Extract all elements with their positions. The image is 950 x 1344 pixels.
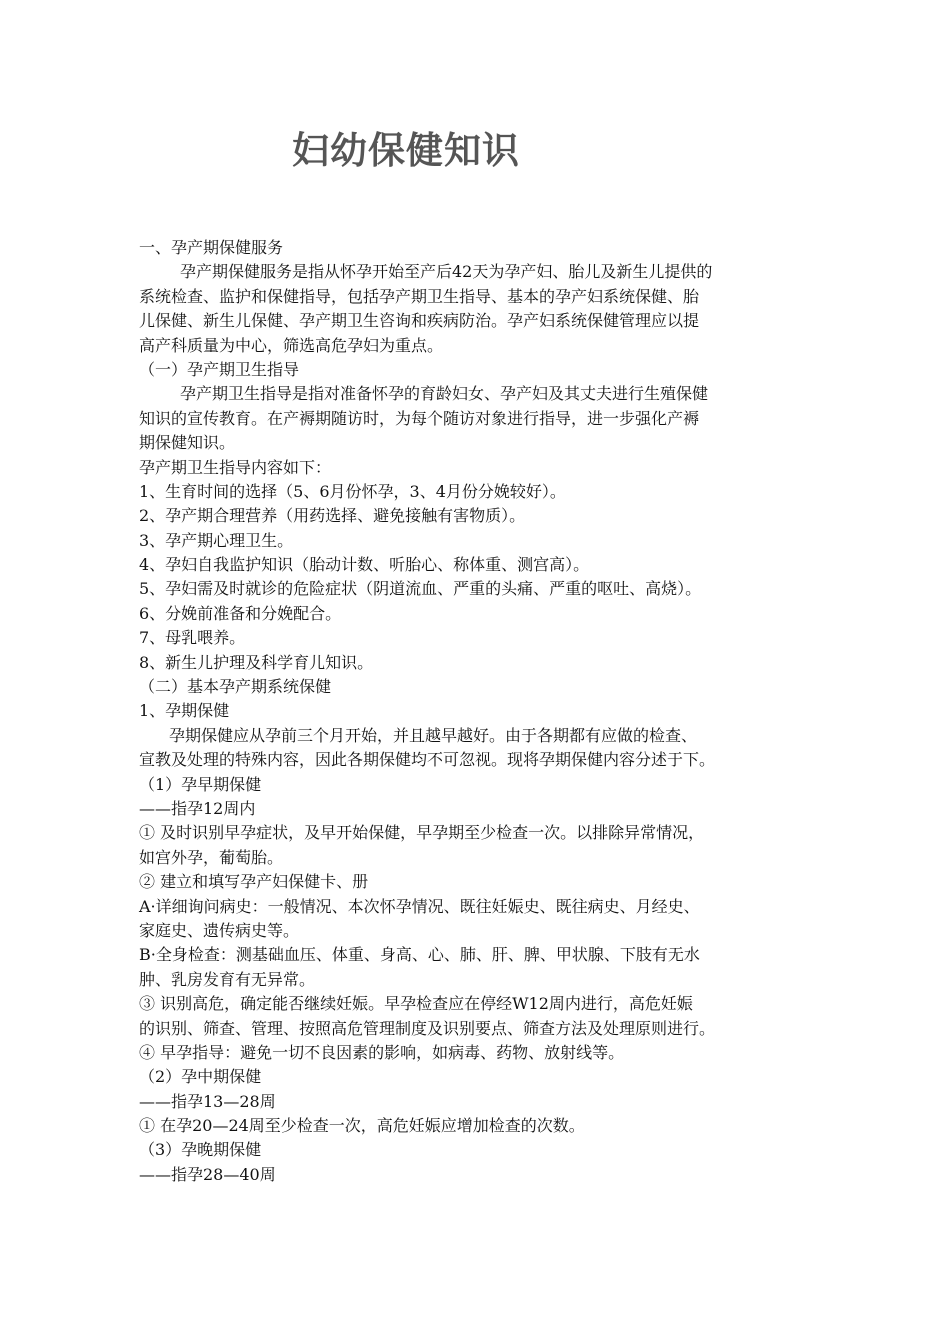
text-line: 1、孕期保健 bbox=[139, 701, 230, 721]
text-line: 6、分娩前准备和分娩配合。 bbox=[139, 603, 342, 623]
text-line: 儿保健、新生儿保健、孕产期卫生咨询和疾病防治。孕产妇系统保健管理应以提 bbox=[139, 311, 700, 331]
text-line: 1、生育时间的选择（5、6月份怀孕，3、4月份分娩较好）。 bbox=[139, 481, 566, 501]
text-line: ① 及时识别早孕症状，及早开始保健，早孕期至少检查一次。以排除异常情况， bbox=[139, 823, 705, 843]
document-title: 妇幼保健知识 bbox=[292, 129, 520, 172]
text-line: 8、新生儿护理及科学育儿知识。 bbox=[139, 652, 374, 672]
text-line: ③ 识别高危，确定能否继续妊娠。早孕检查应在停经W12周内进行，高危妊娠 bbox=[139, 994, 693, 1014]
text-line: 如宫外孕，葡萄胎。 bbox=[139, 847, 284, 867]
text-line: 4、孕妇自我监护知识（胎动计数、听胎心、称体重、测宫高）。 bbox=[139, 555, 590, 575]
text-line: （3）孕晚期保健 bbox=[139, 1140, 262, 1160]
text-line: ——指孕12周内 bbox=[139, 798, 256, 818]
text-line: （1）孕早期保健 bbox=[139, 774, 262, 794]
text-line: 家庭史、遗传病史等。 bbox=[139, 920, 300, 940]
text-line: （一）孕产期卫生指导 bbox=[139, 359, 300, 379]
text-line: A·详细询问病史：一般情况、本次怀孕情况、既往妊娠史、既往病史、月经史、 bbox=[139, 896, 700, 916]
text-line: ② 建立和填写孕产妇保健卡、册 bbox=[139, 872, 369, 892]
document-body bbox=[139, 236, 829, 1187]
text-line: 3、孕产期心理卫生。 bbox=[139, 530, 294, 550]
text-line: ④ 早孕指导：避免一切不良因素的影响，如病毒、药物、放射线等。 bbox=[139, 1042, 625, 1062]
text-line: 知识的宣传教育。在产褥期随访时，为每个随访对象进行指导，进一步强化产褥 bbox=[139, 408, 700, 428]
text-line: ① 在孕20—24周至少检查一次，高危妊娠应增加检查的次数。 bbox=[139, 1116, 585, 1136]
text-line: 肿、乳房发育有无异常。 bbox=[139, 969, 316, 989]
text-line: 一、孕产期保健服务 bbox=[139, 238, 284, 257]
text-line: 的识别、筛查、管理、按照高危管理制度及识别要点、筛查方法及处理原则进行。 bbox=[139, 1018, 716, 1038]
text-line: ——指孕13—28周 bbox=[139, 1091, 276, 1111]
text-line: 宣教及处理的特殊内容，因此各期保健均不可忽视。现将孕期保健内容分述于下。 bbox=[139, 750, 716, 770]
text-line: （2）孕中期保健 bbox=[139, 1067, 262, 1087]
text-line: 孕产期卫生指导内容如下： bbox=[139, 457, 332, 477]
text-line: （二）基本孕产期系统保健 bbox=[139, 677, 332, 697]
text-line: B·全身检查：测基础血压、体重、身高、心、肺、肝、脾、甲状腺、下肢有无水 bbox=[139, 945, 700, 965]
text-line: 系统检查、监护和保健指导，包括孕产期卫生指导、基本的孕产妇系统保健、胎 bbox=[139, 286, 700, 306]
text-line: 高产科质量为中心，筛选高危孕妇为重点。 bbox=[139, 335, 444, 355]
text-line: 期保健知识。 bbox=[139, 433, 236, 453]
text-line: 2、孕产期合理营养（用药选择、避免接触有害物质）。 bbox=[139, 506, 526, 526]
text-line: 孕期保健应从孕前三个月开始，并且越早越好。由于各期都有应做的检查、 bbox=[169, 725, 698, 745]
text-line: 孕产期卫生指导是指对准备怀孕的育龄妇女、孕产妇及其丈夫进行生殖保健 bbox=[180, 384, 709, 404]
text-line: ——指孕28—40周 bbox=[139, 1164, 276, 1184]
text-line: 7、母乳喂养。 bbox=[139, 628, 246, 648]
text-line: 孕产期保健服务是指从怀孕开始至产后42天为孕产妇、胎儿及新生儿提供的 bbox=[180, 262, 713, 282]
text-line: 5、孕妇需及时就诊的危险症状（阴道流血、严重的头痛、严重的呕吐、高烧）。 bbox=[139, 579, 702, 599]
